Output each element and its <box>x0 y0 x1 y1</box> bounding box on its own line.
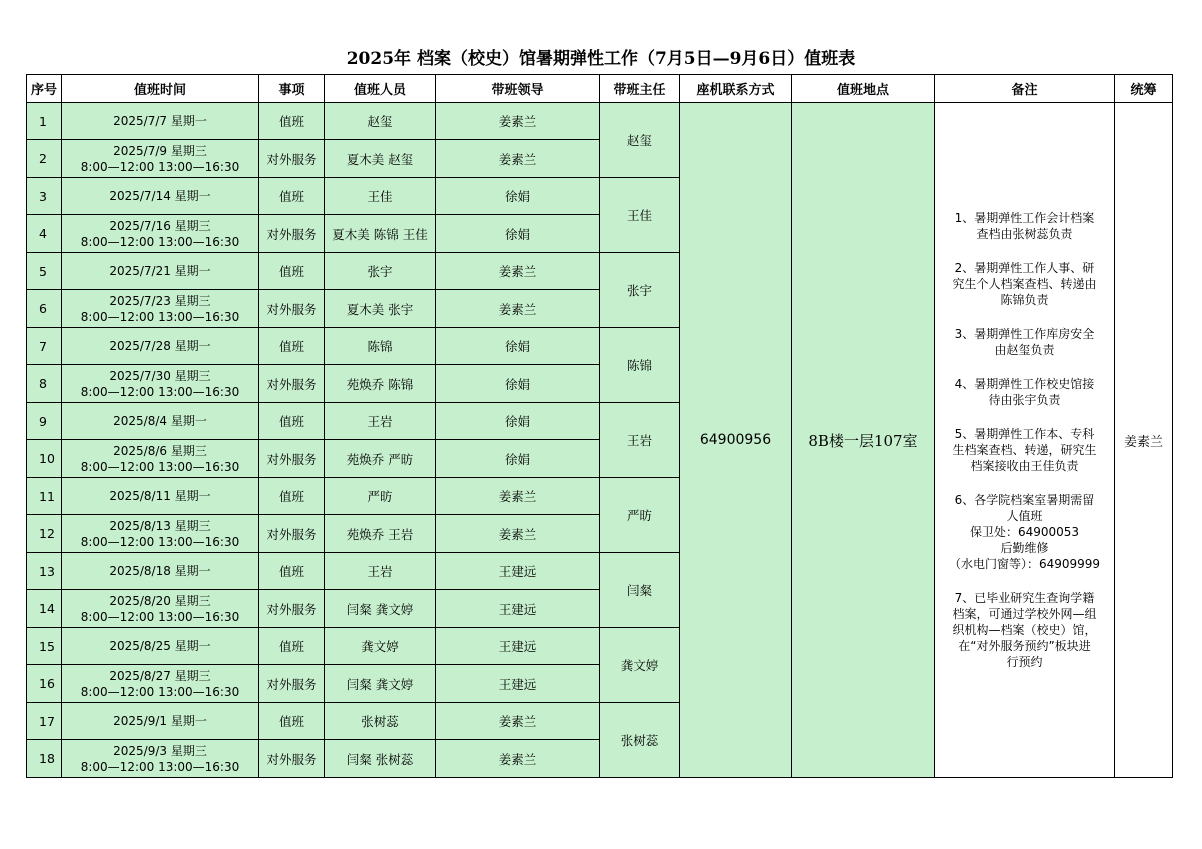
duty-time <box>62 703 259 740</box>
row-number: 17 <box>27 703 62 740</box>
duty-leader: 徐娟 <box>436 403 600 440</box>
row-number: 18 <box>27 740 62 778</box>
duty-time <box>62 140 259 178</box>
duty-time <box>62 628 259 665</box>
duty-item: 对外服务 <box>259 290 325 328</box>
duty-date: 2025/7/16 星期三 <box>109 218 211 233</box>
duty-staff: 闫粲 张树蕊 <box>325 740 436 778</box>
header-phone: 座机联系方式 <box>680 75 792 103</box>
duty-hours: 8:00—12:00 13:00—16:30 <box>80 384 240 399</box>
duty-time <box>62 665 259 703</box>
duty-hours: 8:00—12:00 13:00—16:30 <box>80 234 240 249</box>
note-line: 1、暑期弹性工作会计档案 <box>954 211 1095 225</box>
duty-date: 2025/7/30 星期三 <box>109 368 211 383</box>
duty-time <box>62 515 259 553</box>
note-item <box>941 590 1108 670</box>
duty-item: 值班 <box>259 253 325 290</box>
duty-date: 2025/8/25 星期一 <box>109 639 211 653</box>
duty-date: 2025/8/27 星期三 <box>109 668 211 683</box>
duty-time <box>62 253 259 290</box>
duty-date: 2025/8/6 星期三 <box>113 443 207 458</box>
note-line: 档案接收由王佳负责 <box>970 459 1079 473</box>
duty-staff: 闫粲 龚文婷 <box>325 665 436 703</box>
row-number: 5 <box>27 253 62 290</box>
duty-time <box>62 103 259 140</box>
note-line: 行预约 <box>1006 655 1043 669</box>
duty-time <box>62 590 259 628</box>
duty-time <box>62 328 259 365</box>
duty-item: 值班 <box>259 628 325 665</box>
duty-date: 2025/8/18 星期一 <box>109 564 211 578</box>
duty-staff: 王岩 <box>325 553 436 590</box>
duty-staff: 陈锦 <box>325 328 436 365</box>
duty-staff: 苑焕乔 陈锦 <box>325 365 436 403</box>
duty-item: 值班 <box>259 403 325 440</box>
duty-staff: 闫粲 龚文婷 <box>325 590 436 628</box>
note-line: 由赵玺负责 <box>994 343 1055 357</box>
duty-item: 值班 <box>259 103 325 140</box>
duty-date: 2025/8/20 星期三 <box>109 593 211 608</box>
duty-time <box>62 478 259 515</box>
row-number: 8 <box>27 365 62 403</box>
note-line: 3、暑期弹性工作库房安全 <box>954 327 1095 341</box>
duty-director: 张树蕊 <box>600 703 680 778</box>
note-line: 查档由张树蕊负责 <box>976 227 1073 241</box>
row-number: 13 <box>27 553 62 590</box>
row-number: 10 <box>27 440 62 478</box>
duty-staff: 夏木美 张宇 <box>325 290 436 328</box>
duty-leader: 徐娟 <box>436 328 600 365</box>
row-number: 4 <box>27 215 62 253</box>
note-line: 保卫处：64900053 <box>969 525 1080 539</box>
header-staff: 值班人员 <box>325 75 436 103</box>
note-line: 5、暑期弹性工作本、专科 <box>954 427 1095 441</box>
note-line: 档案，可通过学校外网—组 <box>952 607 1097 621</box>
row-number: 16 <box>27 665 62 703</box>
row-number: 11 <box>27 478 62 515</box>
duty-director: 王岩 <box>600 403 680 478</box>
row-number: 3 <box>27 178 62 215</box>
note-item <box>941 426 1108 474</box>
duty-hours: 8:00—12:00 13:00—16:30 <box>80 159 240 174</box>
header-location: 值班地点 <box>792 75 935 103</box>
note-line: （水电门窗等）：64909999 <box>948 557 1101 571</box>
duty-hours: 8:00—12:00 13:00—16:30 <box>80 684 240 699</box>
duty-leader: 王建远 <box>436 553 600 590</box>
duty-item: 对外服务 <box>259 590 325 628</box>
duty-staff: 张树蕊 <box>325 703 436 740</box>
duty-leader: 徐娟 <box>436 365 600 403</box>
header-no: 序号 <box>27 75 62 103</box>
note-item <box>941 260 1108 308</box>
row-number: 15 <box>27 628 62 665</box>
duty-staff: 王岩 <box>325 403 436 440</box>
duty-leader: 徐娟 <box>436 440 600 478</box>
phone-number: 64900956 <box>680 103 792 778</box>
duty-leader: 姜素兰 <box>436 140 600 178</box>
note-line: 人值班 <box>1006 509 1043 523</box>
duty-director: 闫粲 <box>600 553 680 628</box>
duty-staff: 夏木美 赵玺 <box>325 140 436 178</box>
note-item <box>941 492 1108 572</box>
duty-time <box>62 365 259 403</box>
note-line: 待由张宇负责 <box>988 393 1061 407</box>
duty-leader: 徐娟 <box>436 215 600 253</box>
note-item <box>941 376 1108 408</box>
duty-location: 8B楼一层107室 <box>792 103 935 778</box>
duty-director: 陈锦 <box>600 328 680 403</box>
duty-time <box>62 553 259 590</box>
duty-hours: 8:00—12:00 13:00—16:30 <box>80 309 240 324</box>
note-line: 后勤维修 <box>1000 541 1049 555</box>
duty-date: 2025/9/1 星期一 <box>113 714 207 728</box>
duty-leader: 姜素兰 <box>436 515 600 553</box>
duty-staff: 龚文婷 <box>325 628 436 665</box>
header-director: 带班主任 <box>600 75 680 103</box>
duty-staff: 苑焕乔 严昉 <box>325 440 436 478</box>
table-row <box>27 103 1173 140</box>
duty-date: 2025/7/23 星期三 <box>109 293 211 308</box>
duty-director: 严昉 <box>600 478 680 553</box>
duty-date: 2025/8/13 星期三 <box>109 518 211 533</box>
row-number: 9 <box>27 403 62 440</box>
note-line: 究生个人档案查档、转递由 <box>952 277 1097 291</box>
header-time: 值班时间 <box>62 75 259 103</box>
duty-item: 值班 <box>259 478 325 515</box>
duty-item: 值班 <box>259 178 325 215</box>
duty-item: 对外服务 <box>259 365 325 403</box>
duty-director: 张宇 <box>600 253 680 328</box>
duty-hours: 8:00—12:00 13:00—16:30 <box>80 534 240 549</box>
row-number: 7 <box>27 328 62 365</box>
note-line: 7、已毕业研究生查询学籍 <box>954 591 1095 605</box>
duty-item: 对外服务 <box>259 440 325 478</box>
duty-item: 对外服务 <box>259 740 325 778</box>
duty-staff: 严昉 <box>325 478 436 515</box>
header-notes: 备注 <box>935 75 1115 103</box>
duty-hours: 8:00—12:00 13:00—16:30 <box>80 759 240 774</box>
header-item: 事项 <box>259 75 325 103</box>
note-line: 在“对外服务预约”板块进 <box>958 639 1091 653</box>
duty-date: 2025/8/11 星期一 <box>109 489 211 503</box>
duty-time <box>62 290 259 328</box>
coordinator: 姜素兰 <box>1115 103 1173 778</box>
note-line: 6、各学院档案室暑期需留 <box>954 493 1095 507</box>
row-number: 14 <box>27 590 62 628</box>
page-title: 2025年 档案（校史）馆暑期弹性工作（7月5日—9月6日）值班表 <box>346 49 856 69</box>
duty-item: 值班 <box>259 553 325 590</box>
notes-cell <box>935 103 1115 778</box>
duty-leader: 姜素兰 <box>436 478 600 515</box>
duty-director: 王佳 <box>600 178 680 253</box>
duty-time <box>62 403 259 440</box>
duty-staff: 张宇 <box>325 253 436 290</box>
duty-staff: 赵玺 <box>325 103 436 140</box>
header-row <box>27 75 1173 103</box>
header-coordinator: 统筹 <box>1115 75 1173 103</box>
duty-date: 2025/7/28 星期一 <box>109 339 211 353</box>
duty-leader: 王建远 <box>436 628 600 665</box>
header-leader: 带班领导 <box>436 75 600 103</box>
duty-leader: 王建远 <box>436 665 600 703</box>
duty-leader: 姜素兰 <box>436 740 600 778</box>
note-item <box>941 326 1108 358</box>
duty-time <box>62 178 259 215</box>
duty-item: 对外服务 <box>259 215 325 253</box>
duty-date: 2025/9/3 星期三 <box>113 743 207 758</box>
duty-leader: 姜素兰 <box>436 290 600 328</box>
duty-leader: 姜素兰 <box>436 253 600 290</box>
note-line: 2、暑期弹性工作人事、研 <box>954 261 1095 275</box>
duty-date: 2025/7/7 星期一 <box>113 114 207 128</box>
duty-time <box>62 740 259 778</box>
duty-date: 2025/7/14 星期一 <box>109 189 211 203</box>
row-number: 1 <box>27 103 62 140</box>
row-number: 12 <box>27 515 62 553</box>
duty-staff: 夏木美 陈锦 王佳 <box>325 215 436 253</box>
note-line: 生档案查档、转递，研究生 <box>952 443 1097 457</box>
duty-time <box>62 215 259 253</box>
note-line: 4、暑期弹性工作校史馆接 <box>954 377 1095 391</box>
duty-item: 对外服务 <box>259 515 325 553</box>
duty-item: 对外服务 <box>259 140 325 178</box>
duty-leader: 徐娟 <box>436 178 600 215</box>
duty-table <box>26 74 1173 778</box>
duty-item: 值班 <box>259 703 325 740</box>
duty-director: 赵玺 <box>600 103 680 178</box>
duty-item: 对外服务 <box>259 665 325 703</box>
note-item <box>941 210 1108 242</box>
duty-item: 值班 <box>259 328 325 365</box>
duty-leader: 姜素兰 <box>436 103 600 140</box>
duty-hours: 8:00—12:00 13:00—16:30 <box>80 459 240 474</box>
note-line: 织机构—档案（校史）馆， <box>952 623 1097 637</box>
duty-time <box>62 440 259 478</box>
duty-staff: 王佳 <box>325 178 436 215</box>
duty-leader: 王建远 <box>436 590 600 628</box>
duty-director: 龚文婷 <box>600 628 680 703</box>
duty-staff: 苑焕乔 王岩 <box>325 515 436 553</box>
duty-date: 2025/7/21 星期一 <box>109 264 211 278</box>
row-number: 2 <box>27 140 62 178</box>
duty-leader: 姜素兰 <box>436 703 600 740</box>
row-number: 6 <box>27 290 62 328</box>
note-line: 陈锦负责 <box>1000 293 1049 307</box>
duty-date: 2025/7/9 星期三 <box>113 143 207 158</box>
duty-hours: 8:00—12:00 13:00—16:30 <box>80 609 240 624</box>
duty-date: 2025/8/4 星期一 <box>113 414 207 428</box>
